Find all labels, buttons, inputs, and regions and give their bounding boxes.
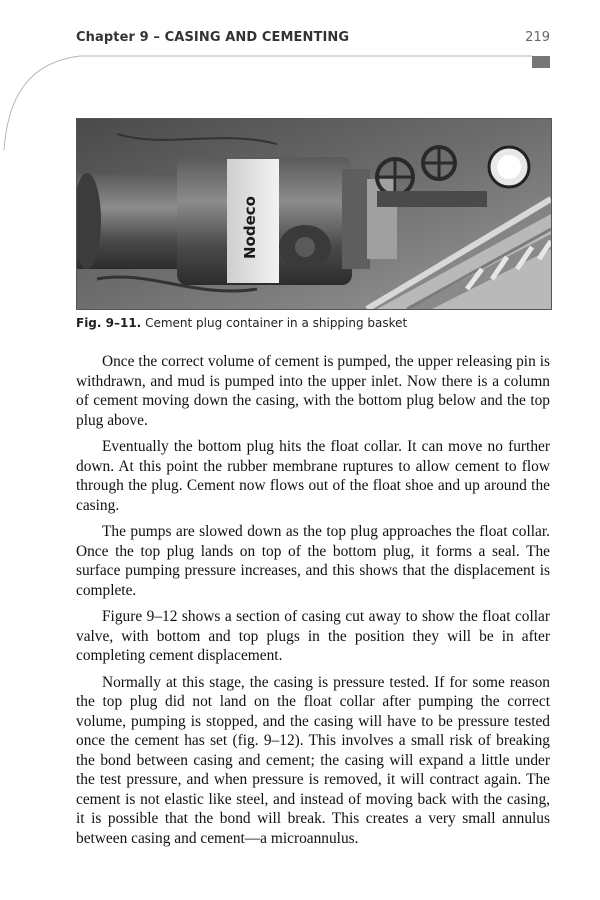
svg-text:Nodeco: Nodeco [241, 196, 259, 259]
paragraph: Eventually the bottom plug hits the float collar. It can move no further down. At this point the rubber membrane ruptures to allow cement to flow through the plug. Cement now flows out of the float shoe and up around the casing. [76, 438, 550, 514]
figure-photo [76, 118, 552, 310]
chapter-title: Chapter 9 – CASING AND CEMENTING [76, 30, 350, 45]
paragraph: The pumps are slowed down as the top plug approaches the float collar. Once the top plug lands on top of the bottom plug, it forms a seal. The surface pumping pressure increases, and this shows that the displacement is complete. [76, 523, 550, 599]
cement-plug-container-photo [77, 119, 551, 309]
figure-caption-text: Cement plug container in a shipping basket [145, 316, 408, 330]
running-header [76, 30, 550, 50]
figure-caption [76, 316, 550, 330]
paragraph: Normally at this stage, the casing is pressure tested. If for some reason the top plug did not land on the float collar after pumping the correct volume, pumping is stopped, and the casing will have to be pressure tested once the cement has set (fig. 9–12). This involves a small risk of breaking the bond between casing and cement; the casing will expand a little under the test pressure, and when pressure is removed, it will contract again. The cement is not elastic like steel, and instead of moving back with the casing, it is possible that the bond will break. This creates a very small annulus between casing and cement—a microannulus. [76, 673, 550, 847]
paragraph: Once the correct volume of cement is pumped, the upper releasing pin is withdrawn, and mud is pumped into the upper inlet. Now there is a column of cement moving down the casing, with the bottom plug below and the top plug above. [76, 353, 550, 429]
corner-marker [532, 56, 550, 68]
paragraph: Figure 9–12 shows a section of casing cut away to show the float collar valve, with bottom and top plugs in the position they will be in after completing cement displacement. [76, 608, 550, 664]
page-number: 219 [525, 30, 550, 45]
body-text [76, 352, 550, 855]
figure-label: Fig. 9–11. [76, 316, 142, 330]
